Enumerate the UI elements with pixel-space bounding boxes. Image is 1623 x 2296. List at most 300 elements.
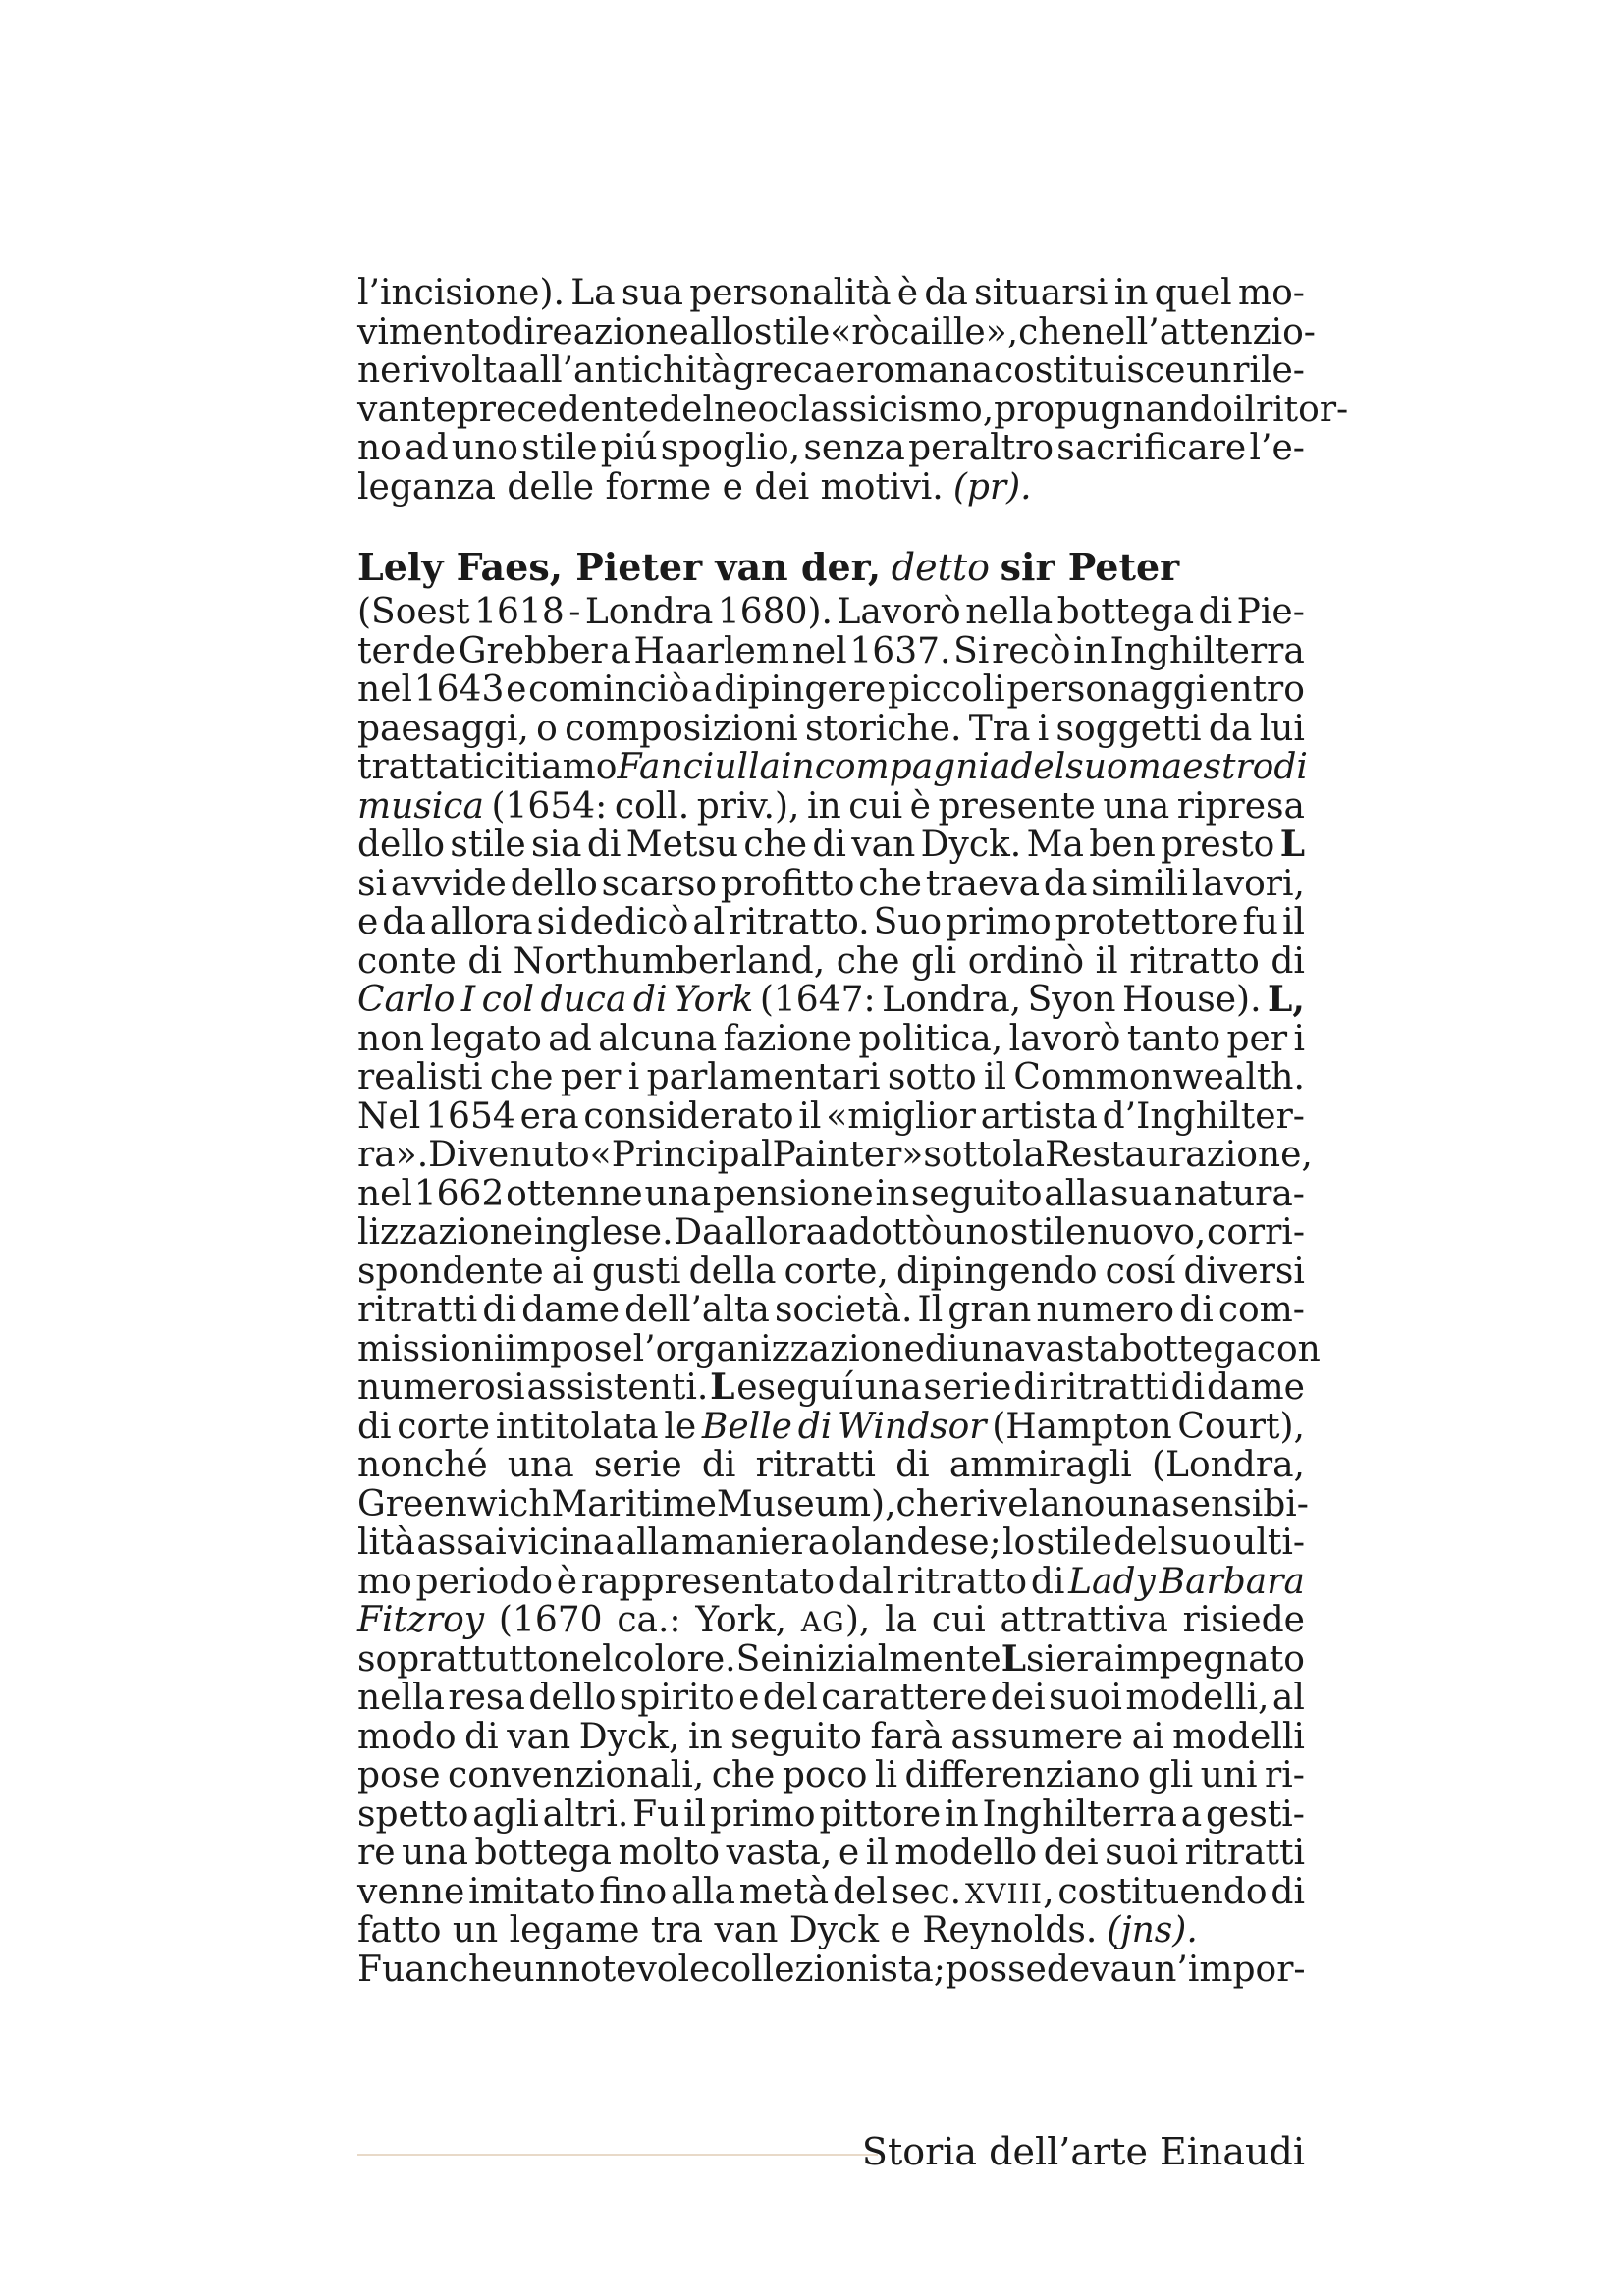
word: paesaggi, xyxy=(357,708,529,749)
word: inglese. xyxy=(533,1212,674,1253)
word: intitolata xyxy=(495,1406,659,1447)
word: parlamentari xyxy=(646,1057,881,1097)
text-line xyxy=(357,1408,1305,1447)
word: l’e- xyxy=(1249,428,1305,468)
word: diversi xyxy=(1183,1251,1305,1292)
word: (1654: xyxy=(491,785,608,827)
word: agli xyxy=(472,1793,539,1835)
word: olandese; xyxy=(830,1522,1001,1563)
word: sua xyxy=(1109,1173,1173,1214)
word: le xyxy=(664,1406,697,1447)
word: vante xyxy=(357,389,457,430)
word: - xyxy=(568,592,581,632)
word: dipingere xyxy=(714,669,887,710)
word: Commonwealth. xyxy=(1013,1057,1305,1097)
word: dello xyxy=(357,825,446,865)
word: L xyxy=(1001,1637,1027,1680)
word: soggetti xyxy=(1055,708,1202,749)
word: Tra xyxy=(968,708,1031,749)
word: attrattiva xyxy=(1000,1600,1168,1640)
word: li xyxy=(874,1755,897,1795)
word: fu xyxy=(1242,902,1278,942)
word: gesti- xyxy=(1206,1793,1305,1835)
word: modo xyxy=(357,1716,457,1757)
text-line xyxy=(357,1873,1305,1912)
word: impegnato xyxy=(1114,1638,1305,1680)
text-line xyxy=(357,1368,1305,1408)
word: di xyxy=(1271,1871,1305,1912)
paragraph-gap xyxy=(357,507,1305,546)
word: numero xyxy=(1036,1290,1175,1330)
word: per xyxy=(1226,1018,1288,1059)
word: Museum), xyxy=(716,1483,896,1524)
word: farà xyxy=(870,1716,943,1757)
text-line xyxy=(357,1483,1309,1524)
word: ritratti xyxy=(1184,1833,1305,1873)
word: società. xyxy=(774,1290,913,1330)
word: cominciò xyxy=(528,669,690,710)
word: (Londra, xyxy=(1152,1445,1305,1485)
word: in xyxy=(807,785,841,827)
text-line xyxy=(357,826,1305,865)
word: van xyxy=(507,1716,571,1757)
word: peraltro xyxy=(908,428,1054,468)
word: metà xyxy=(738,1871,830,1912)
word: il xyxy=(798,1095,822,1137)
word: missioni xyxy=(357,1328,506,1369)
word: lità xyxy=(357,1522,415,1563)
word: vicina xyxy=(508,1522,615,1563)
word: differenziano xyxy=(904,1755,1141,1795)
word: di xyxy=(797,1406,833,1447)
word: gusti xyxy=(591,1251,681,1292)
word: stile xyxy=(753,311,831,352)
word: di xyxy=(812,825,846,865)
word: di xyxy=(924,1328,959,1369)
word: (1647: xyxy=(759,980,876,1020)
word: ritratti xyxy=(755,1445,876,1485)
word: poco xyxy=(782,1755,868,1795)
word: una xyxy=(507,1445,574,1485)
word: Da xyxy=(674,1212,724,1253)
word: pensione xyxy=(713,1173,874,1214)
word: re xyxy=(357,1833,396,1873)
text-line xyxy=(357,1213,1305,1253)
text-line xyxy=(357,274,1305,313)
word: musica xyxy=(357,785,484,827)
text-line xyxy=(357,981,1305,1020)
word: Il xyxy=(917,1290,944,1330)
word: Syon xyxy=(1027,980,1116,1020)
word: profitto xyxy=(720,863,855,904)
word: modello xyxy=(894,1833,1038,1873)
word: ben xyxy=(1089,825,1156,865)
word: modelli xyxy=(1172,1716,1305,1757)
word: sec. xyxy=(891,1871,962,1912)
word: una xyxy=(958,1328,1026,1369)
word: ra». xyxy=(357,1135,429,1175)
word: legato xyxy=(430,1018,542,1059)
word: no xyxy=(357,428,402,468)
word: ottenne xyxy=(506,1173,643,1214)
word: notevole xyxy=(557,1949,711,1990)
word: personaggi xyxy=(1006,669,1208,710)
word: ritratto xyxy=(1129,940,1260,982)
word: storiche. xyxy=(804,708,962,749)
word: altri. xyxy=(542,1793,629,1835)
word: senza xyxy=(803,428,905,468)
text-line xyxy=(357,1097,1305,1137)
word: L xyxy=(1279,824,1305,865)
word: sacrificare xyxy=(1056,428,1247,468)
word: un’impor- xyxy=(1131,1949,1306,1990)
text-line xyxy=(357,1637,1305,1680)
word: una xyxy=(402,1833,468,1873)
word: di xyxy=(1273,747,1308,787)
word: Inghilterra xyxy=(982,1793,1177,1835)
word: di xyxy=(482,1290,516,1330)
word: il xyxy=(984,1057,1007,1097)
text-line xyxy=(357,1135,1313,1175)
word: fino xyxy=(599,1871,668,1912)
word: di xyxy=(701,1445,736,1485)
word: Belle xyxy=(701,1406,792,1447)
word: lavorò xyxy=(1008,1018,1121,1059)
text-line xyxy=(357,865,1305,904)
word: pittore xyxy=(819,1793,942,1835)
word: L xyxy=(710,1366,735,1408)
word: di xyxy=(1030,1561,1065,1602)
word: lizzazione xyxy=(357,1212,534,1253)
word: ripresa xyxy=(1176,785,1305,827)
entry-heading-detto: detto xyxy=(891,546,991,589)
word: Carlo xyxy=(357,980,456,1020)
word: Lady xyxy=(1068,1561,1156,1602)
text-line xyxy=(357,1563,1305,1602)
word: trattati xyxy=(357,747,485,787)
word: sia xyxy=(531,825,582,865)
word: anche xyxy=(405,1949,513,1990)
word: la xyxy=(1012,1135,1046,1175)
word: della xyxy=(688,1251,777,1292)
word: seguito xyxy=(910,1173,1043,1214)
word: quel xyxy=(1154,273,1232,313)
entry-closing-signature: (jns). xyxy=(1107,1910,1198,1950)
word: lui xyxy=(1259,708,1305,749)
word: 1662 xyxy=(413,1173,505,1214)
word: al xyxy=(692,902,726,942)
word: stile xyxy=(1036,1522,1112,1563)
word: possedeva xyxy=(945,1949,1132,1990)
word: eseguí xyxy=(736,1367,854,1408)
word: ad xyxy=(405,428,449,468)
word: che xyxy=(1018,311,1082,352)
word: piccoli xyxy=(888,669,1005,710)
word: «miglior xyxy=(826,1095,976,1137)
word: lo xyxy=(1002,1522,1036,1563)
word: è xyxy=(909,785,931,827)
text-line xyxy=(357,1523,1305,1563)
word: 1618 xyxy=(474,592,565,632)
text-line xyxy=(357,1834,1305,1873)
text-line xyxy=(357,593,1305,632)
word: si xyxy=(536,902,567,942)
word: l’incisione). xyxy=(357,273,565,313)
text-line xyxy=(357,942,1305,982)
word: nel xyxy=(558,1638,614,1680)
word: suo xyxy=(1169,1522,1232,1563)
word: piú xyxy=(600,428,658,468)
word: situarsi xyxy=(974,273,1109,313)
word: nell’attenzio- xyxy=(1081,311,1316,352)
word: la xyxy=(885,1600,918,1640)
word: 1654 xyxy=(425,1095,515,1137)
word: dei xyxy=(990,1678,1046,1718)
word: mo- xyxy=(1237,273,1305,313)
text-line xyxy=(357,903,1305,942)
word: York, xyxy=(695,1600,787,1640)
word: non xyxy=(357,1018,425,1059)
word: soprattutto xyxy=(357,1638,559,1680)
word: presente xyxy=(938,785,1096,827)
word: inizialmente xyxy=(781,1638,1001,1680)
text-line xyxy=(357,1756,1305,1795)
word: i xyxy=(627,1057,640,1097)
word: assistenti. xyxy=(526,1367,709,1408)
text-line xyxy=(357,429,1305,468)
word: Greenwich xyxy=(357,1483,552,1524)
word: col xyxy=(481,980,535,1020)
entry-closing-line xyxy=(357,1911,1305,1950)
word: Court), xyxy=(1177,1406,1305,1447)
word: Northumberland, xyxy=(513,940,826,982)
word: primo xyxy=(710,1793,816,1835)
word: un xyxy=(1186,350,1232,391)
word: a xyxy=(1180,1793,1203,1835)
word: si xyxy=(1026,1638,1056,1680)
word: vimento xyxy=(357,311,502,352)
word: nel xyxy=(791,630,847,671)
word: costituisce xyxy=(994,350,1186,391)
entry-continuation-line xyxy=(357,1950,1305,1990)
word: modelli, xyxy=(1125,1678,1270,1718)
word: nel xyxy=(357,1173,413,1214)
word: spirito xyxy=(619,1678,735,1718)
word: che xyxy=(895,1483,960,1524)
word: House). xyxy=(1122,980,1262,1020)
word: recò xyxy=(992,630,1071,671)
word: coll. xyxy=(614,785,690,827)
word: fazione xyxy=(723,1018,853,1059)
word: van xyxy=(851,825,916,865)
word: XVIII, xyxy=(964,1871,1055,1912)
word: dame xyxy=(521,1290,621,1330)
word: Se xyxy=(735,1638,782,1680)
word: «Principal xyxy=(589,1135,773,1175)
word: colore. xyxy=(613,1638,736,1680)
word: ad xyxy=(548,1018,592,1059)
word: sotto xyxy=(887,1057,977,1097)
entry-heading-name: Lely Faes, Pieter van der, xyxy=(357,545,882,589)
text-line xyxy=(357,1328,1321,1369)
word: un xyxy=(512,1949,558,1990)
word: di xyxy=(1198,592,1233,632)
word: Dyck, xyxy=(578,1716,680,1757)
intro-last-line xyxy=(357,468,1305,507)
word: da xyxy=(924,273,968,313)
word: greca xyxy=(732,350,835,391)
word: composizioni xyxy=(565,708,798,749)
word: propugnando xyxy=(994,389,1233,430)
word: in xyxy=(781,747,815,787)
word: alla xyxy=(670,1871,735,1912)
word: di xyxy=(501,311,536,352)
word: di xyxy=(895,1445,930,1485)
word: una xyxy=(854,1367,922,1408)
word: e xyxy=(835,350,856,391)
word: suo xyxy=(1065,747,1128,787)
word: di xyxy=(1271,940,1305,982)
word: precedente xyxy=(456,389,660,430)
word: costituendo xyxy=(1057,1871,1268,1912)
word: (Soest xyxy=(357,592,470,632)
word: sensibi- xyxy=(1171,1483,1309,1524)
word: con xyxy=(1256,1328,1321,1369)
word: entro xyxy=(1209,669,1305,710)
word: neoclassicismo, xyxy=(713,389,995,430)
word: personalità xyxy=(689,273,892,313)
word: citiamo xyxy=(484,747,618,787)
word: sotto xyxy=(923,1135,1013,1175)
word: nonché xyxy=(357,1445,488,1485)
word: una xyxy=(1105,1483,1172,1524)
word: impose xyxy=(505,1328,633,1369)
word: ca.: xyxy=(617,1600,681,1640)
word: che xyxy=(836,940,900,982)
word: del xyxy=(1113,1522,1169,1563)
word: Suo xyxy=(873,902,943,942)
word: dei xyxy=(1043,1833,1099,1873)
word: in xyxy=(944,1793,979,1835)
word: dello xyxy=(510,863,598,904)
word: era xyxy=(1055,1638,1115,1680)
text-line xyxy=(357,1601,1305,1640)
word: alcuna xyxy=(598,1018,718,1059)
word: e xyxy=(738,1678,760,1718)
text-line xyxy=(357,389,1349,430)
word: risiede xyxy=(1182,1600,1305,1640)
word: Painter» xyxy=(772,1135,924,1175)
word: compagnia xyxy=(814,747,1011,787)
word: nuovo, xyxy=(1086,1212,1207,1253)
word: nella xyxy=(357,1678,445,1718)
word: che xyxy=(489,1057,554,1097)
word: dello xyxy=(528,1678,617,1718)
word: realisti xyxy=(357,1057,483,1097)
word: in xyxy=(875,1173,910,1214)
word: corri- xyxy=(1207,1212,1305,1253)
word: stile xyxy=(450,825,526,865)
word: Metsu xyxy=(625,825,739,865)
word: Dyck. xyxy=(920,825,1022,865)
word: AG), xyxy=(800,1600,871,1640)
word: d’Inghilter- xyxy=(1102,1095,1305,1137)
word: York xyxy=(674,980,754,1020)
word: Pie- xyxy=(1236,592,1305,632)
word: collezionista; xyxy=(710,1949,946,1990)
word: Si xyxy=(953,630,990,671)
word: romana xyxy=(856,350,994,391)
intro-paragraph xyxy=(357,273,1349,468)
word: avvide xyxy=(390,863,507,904)
word: resa xyxy=(448,1678,525,1718)
word: duca xyxy=(540,980,627,1020)
word: sua xyxy=(621,273,683,313)
word: gran xyxy=(947,1290,1032,1330)
word: rile- xyxy=(1232,350,1305,391)
text-line xyxy=(357,311,1316,352)
word: il xyxy=(683,1793,707,1835)
word: del xyxy=(1010,747,1066,787)
word: da xyxy=(1208,708,1253,749)
word: ritratti xyxy=(1049,1367,1169,1408)
word: del xyxy=(832,1871,888,1912)
word: spoglio, xyxy=(660,428,801,468)
word: primo xyxy=(946,902,1052,942)
text-line xyxy=(357,670,1305,710)
text-line xyxy=(357,1679,1305,1718)
word: è xyxy=(896,273,919,313)
text-column xyxy=(357,273,1349,1990)
word: ai xyxy=(551,1251,584,1292)
word: da xyxy=(382,902,426,942)
word: presto xyxy=(1161,825,1275,865)
word: uno xyxy=(451,428,518,468)
word: numerosi xyxy=(357,1367,525,1408)
word: a xyxy=(690,669,713,710)
word: corte xyxy=(397,1406,491,1447)
word: di xyxy=(464,1716,499,1757)
word: ammiragli xyxy=(948,1445,1132,1485)
text-line xyxy=(357,351,1305,391)
word: ter xyxy=(357,630,409,671)
word: una xyxy=(644,1173,712,1214)
word: Londra, xyxy=(882,980,1022,1020)
word: dedicò xyxy=(569,902,689,942)
word: 1643 xyxy=(413,669,505,710)
word: simili xyxy=(1091,863,1188,904)
word: Fanciulla xyxy=(617,747,781,787)
word: Fu xyxy=(632,1793,680,1835)
word: priv.), xyxy=(696,785,800,827)
word: Inghilterra xyxy=(1109,630,1305,671)
word: l’organizzazione xyxy=(632,1328,925,1369)
word: di xyxy=(1170,1367,1206,1408)
word: allora xyxy=(724,1212,828,1253)
word: de xyxy=(411,630,457,671)
word: scarso xyxy=(601,863,718,904)
word: com- xyxy=(1217,1290,1305,1330)
word: era xyxy=(519,1095,579,1137)
word: traeva xyxy=(925,863,1041,904)
word: è xyxy=(556,1561,578,1602)
word: che xyxy=(858,863,922,904)
word: assumere xyxy=(950,1716,1124,1757)
word: periodo xyxy=(415,1561,554,1602)
word: dal xyxy=(838,1561,893,1602)
word: allora xyxy=(429,902,533,942)
word: e xyxy=(838,1833,860,1873)
